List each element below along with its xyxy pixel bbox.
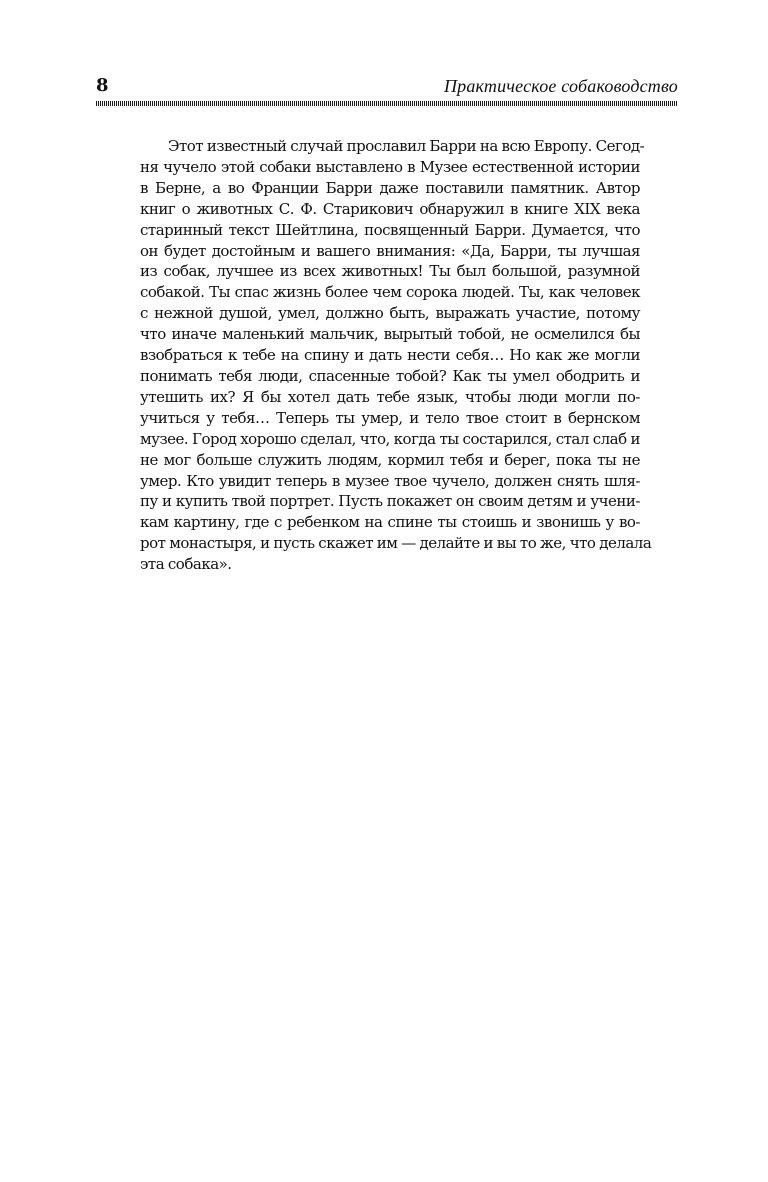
text-line: с нежной душой, умел, должно быть, выражать участие, потому (140, 304, 640, 323)
text-line: рот монастыря, и пусть скажет им — делайте и вы то же, что делала (140, 534, 652, 553)
text-line: ня чучело этой собаки выставлено в Музее естественной истории (140, 157, 640, 176)
text-line: старинный текст Шейтлина, посвященный Барри. Думается, что (140, 220, 640, 239)
running-header (96, 74, 678, 98)
text-line: он будет достойным и вашего внимания: «Да, Барри, ты лучшая (140, 241, 640, 260)
text-line: музее. Город хорошо сделал, что, когда ты состарился, стал слаб и (140, 429, 640, 448)
text-line: понимать тебя люди, спасенные тобой? Как ты умел ободрить и (140, 366, 640, 385)
text-line: пу и купить твой портрет. Пусть покажет он своим детям и учени- (140, 492, 640, 511)
text-line: в Берне, а во Франции Барри даже поставили памятник. Автор (140, 178, 640, 197)
header-rule (96, 101, 678, 106)
text-line: книг о животных С. Ф. Старикович обнаружил в книге XIX века (140, 199, 640, 218)
text-line: утешить их? Я бы хотел дать тебе язык, чтобы люди могли по- (140, 387, 640, 406)
text-line: что иначе маленький мальчик, вырытый тобой, не осмелился бы (140, 325, 640, 344)
text-line: эта собака». (140, 555, 232, 574)
text-line: из собак, лучшее из всех животных! Ты был большой, разумной (140, 262, 640, 281)
body-paragraph (140, 136, 652, 575)
page-number: 8 (96, 75, 109, 96)
text-line: не мог больше служить людям, кормил тебя и берег, пока ты не (140, 450, 640, 469)
text-line: собакой. Ты спас жизнь более чем сорока людей. Ты, как человек (140, 283, 640, 302)
text-line: учиться у тебя… Теперь ты умер, и тело твое стоит в бернском (140, 408, 640, 427)
text-line: взобраться к тебе на спину и дать нести себя… Но как же могли (140, 346, 640, 365)
text-line: умер. Кто увидит теперь в музее твое чучело, должен снять шля- (140, 471, 640, 490)
text-line: Этот известный случай прославил Барри на всю Европу. Сегод- (168, 137, 645, 155)
text-line: кам картину, где с ребенком на спине ты стоишь и звонишь у во- (140, 513, 640, 532)
running-title: Практическое собаководство (443, 76, 678, 96)
